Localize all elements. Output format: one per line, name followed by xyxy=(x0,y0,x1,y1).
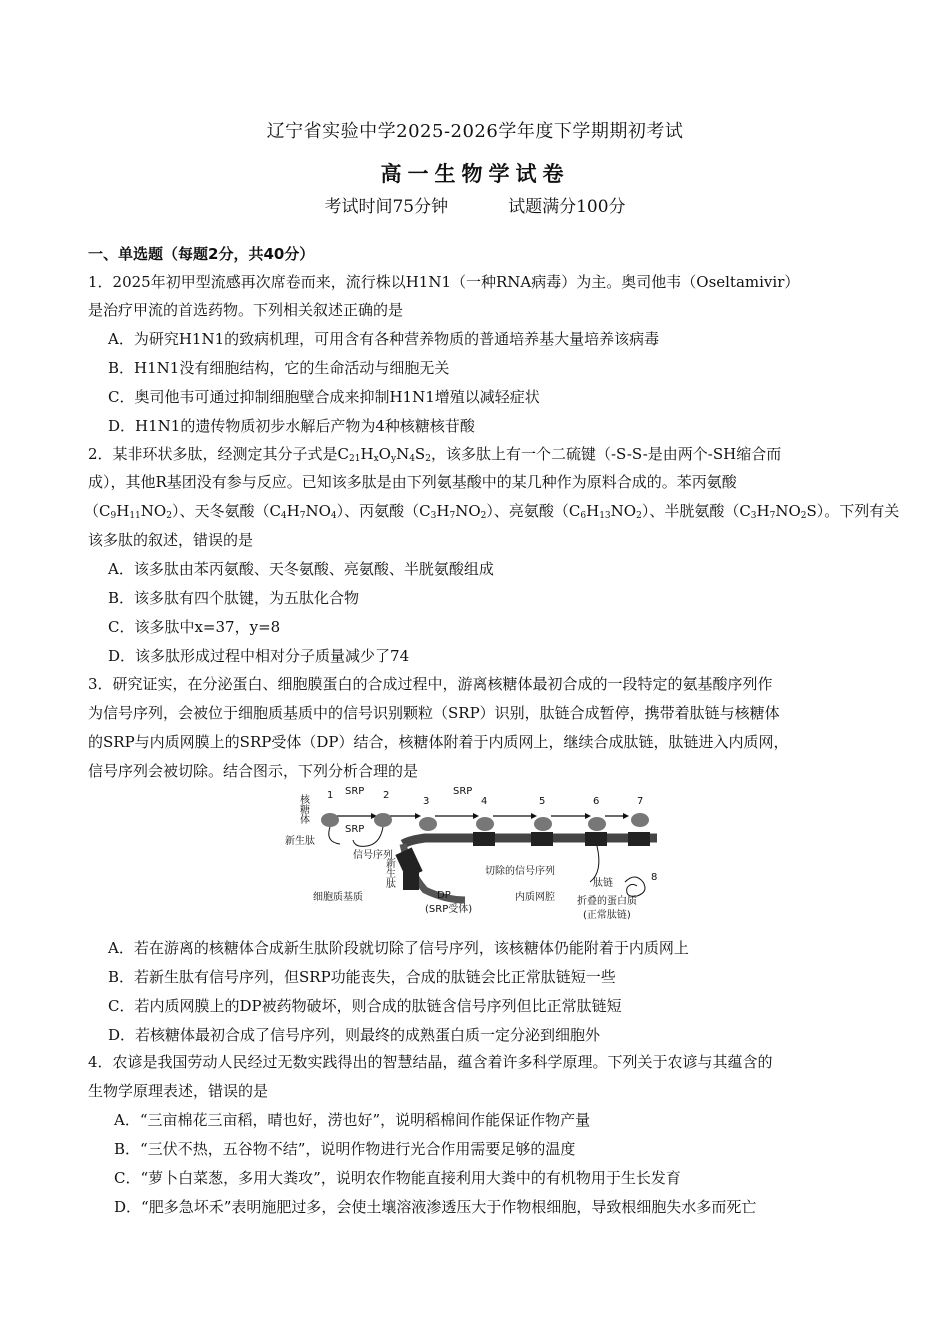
q2-stem-line1 xyxy=(88,444,868,464)
q3-option-c: C．若内质网膜上的DP被药物破坏，则合成的肽链含信号序列但比正常肽链短 xyxy=(108,997,622,1015)
formula-sub: x xyxy=(373,454,379,464)
text-part: S）。下列有关 xyxy=(806,502,900,520)
formula-sub: 2 xyxy=(166,511,172,521)
er-membrane-outer xyxy=(403,838,657,844)
translocon xyxy=(531,832,553,846)
flow-arrow-head xyxy=(623,813,629,819)
formula-sub: 13 xyxy=(599,511,611,521)
q2-stem-line3 xyxy=(84,501,900,521)
formula-sub: 2 xyxy=(800,511,807,521)
exam-time: 考试时间75分钟 xyxy=(324,197,449,217)
q1-stem-line1: 1．2025年初甲型流感再次席卷而来，流行株以H1N1（一种RNA病毒）为主。奥司他韦（Oseltamivir） xyxy=(88,273,800,291)
q4-stem-line2: 生物学原理表述，错误的是 xyxy=(88,1082,269,1100)
fig-number: 6 xyxy=(593,796,600,807)
fig-number: 7 xyxy=(637,796,644,807)
formula-sub: 21 xyxy=(349,454,361,464)
formula-sub: 2 xyxy=(636,511,642,521)
formula-sub: 7 xyxy=(299,511,306,521)
formula-element: O xyxy=(378,445,391,463)
formula-element: S xyxy=(414,445,426,463)
flow-arrow-head xyxy=(531,813,537,819)
fig-number: 5 xyxy=(539,796,546,807)
q1-option-a: A．为研究H1N1的致病机理，可用含有各种营养物质的普通培养基大量培养该病毒 xyxy=(108,330,660,348)
q2-option-d: D．该多肽形成过程中相对分子质量减少了74 xyxy=(108,647,410,665)
exam-meta xyxy=(0,192,950,217)
q4-stem-line1: 4．农谚是我国劳动人民经过无数实践得出的智慧结晶，蕴含着许多科学原理。下列关于农谚与其蕴含的 xyxy=(88,1053,773,1071)
text-part: H xyxy=(436,502,450,520)
formula-sub: 7 xyxy=(449,511,456,521)
formula-sub: 4 xyxy=(409,454,415,464)
q3-option-b: B．若新生肽有信号序列，但SRP功能丧失，合成的肽链会比正常肽链短一些 xyxy=(108,968,616,986)
q2-option-a: A．该多肽由苯丙氨酸、天冬氨酸、亮氨酸、半胱氨酸组成 xyxy=(108,560,494,578)
fig-label: (SRP受体) xyxy=(425,904,473,915)
formula-sub: 3 xyxy=(750,511,757,521)
q1-option-d: D．H1N1的遗传物质初步水解后产物为4种核糖核苷酸 xyxy=(108,417,475,435)
text-part: H xyxy=(286,502,300,520)
q2-formula-tail: ，该多肽上有一个二硫键（-S-S-是由两个-SH缩合而 xyxy=(430,445,782,463)
ribosome-2 xyxy=(374,813,392,827)
fig-number: 3 xyxy=(423,796,430,807)
text-part: ）、丙氨酸（C xyxy=(336,502,431,520)
formula-sub: 9 xyxy=(110,511,117,521)
ribosome-5 xyxy=(534,817,552,831)
text-part: ）、天冬氨酸（C xyxy=(171,502,281,520)
q4-option-c: C．“萝卜白菜葱，多用大粪攻”，说明农作物能直接利用大粪中的有机物用于生长发育 xyxy=(114,1169,681,1187)
text-part: NO xyxy=(775,502,801,520)
flow-arrow-head xyxy=(473,813,479,819)
translocon xyxy=(628,832,650,846)
formula-element: N xyxy=(396,445,410,463)
translocon xyxy=(585,832,607,846)
ribosome-3 xyxy=(419,817,437,831)
fig-label: SRP xyxy=(345,824,365,835)
q1-option-b: B．H1N1没有细胞结构，它的生命活动与细胞无关 xyxy=(108,359,450,377)
fig-label: 信号序列 xyxy=(353,850,393,861)
ribosome-4 xyxy=(476,817,494,831)
fig-label: SRP xyxy=(345,786,365,797)
peptide-chain xyxy=(590,846,599,882)
q1-option-c: C．奥司他韦可通过抑制细胞壁合成来抑制H1N1增殖以减轻症状 xyxy=(108,388,540,406)
fig-label: DP xyxy=(437,890,451,901)
fig-number: 8 xyxy=(651,872,658,883)
fig-label: 肽链 xyxy=(593,878,613,889)
q1-stem-line2: 是治疗甲流的首选药物。下列相关叙述正确的是 xyxy=(88,301,404,319)
flow-arrow-head xyxy=(585,813,591,819)
formula-sub: 4 xyxy=(330,511,337,521)
formula-sub: y xyxy=(390,454,397,464)
q4-option-b: B．“三伏不热，五谷物不结”，说明作物进行光合作用需要足够的温度 xyxy=(114,1140,576,1158)
ribosome-6 xyxy=(588,817,606,831)
q3-stem-line3: 的SRP与内质网膜上的SRP受体（DP）结合，核糖体附着于内质网上，继续合成肽链，肽链进入内质网， xyxy=(88,733,789,751)
text-part: NO xyxy=(305,502,331,520)
fig-number: 4 xyxy=(481,796,488,807)
formula-sub: 4 xyxy=(280,511,287,521)
text-part: ）、亮氨酸（C xyxy=(486,502,581,520)
fig-label: 细胞质基质 xyxy=(313,892,363,903)
text-part: （C xyxy=(84,502,111,520)
folded-protein xyxy=(625,877,645,896)
q3-stem-line4: 信号序列会被切除。结合图示，下列分析合理的是 xyxy=(88,762,419,780)
text-part: H xyxy=(756,502,770,520)
formula-sub: 2 xyxy=(480,511,487,521)
section-heading: 一、单选题（每题2分，共40分） xyxy=(88,245,315,263)
fig-label: 内质网腔 xyxy=(515,892,555,903)
fig-label: SRP xyxy=(453,786,473,797)
q2-stem-line4: 该多肽的叙述，错误的是 xyxy=(88,531,254,549)
formula-element: H xyxy=(360,445,374,463)
fig-label: 切除的信号序列 xyxy=(485,866,555,877)
fig-number: 2 xyxy=(383,790,390,801)
ribosome-7 xyxy=(631,813,649,827)
fig-number: 1 xyxy=(327,790,334,801)
q2-formula-lead: 2．某非环状多肽，经测定其分子式是C xyxy=(88,445,350,463)
srp-pathway-figure xyxy=(285,782,665,930)
fig-label: (正常肽链) xyxy=(583,910,631,921)
text-part: ）、半胱氨酸（C xyxy=(641,502,751,520)
dp-receptor xyxy=(403,872,419,890)
formula-sub: 6 xyxy=(580,511,587,521)
formula-sub: 2 xyxy=(425,454,431,464)
text-part: NO xyxy=(140,502,167,520)
q2-stem-line2: 成），其他R基团没有参与反应。已知该多肽是由下列氨基酸中的某几种作为原料合成的。苯丙氨酸 xyxy=(88,473,737,491)
q3-stem-line2: 为信号序列，会被位于细胞质基质中的信号识别颗粒（SRP）识别，肽链合成暂停，携带着肽链与核糖体 xyxy=(88,704,780,722)
ribosome-1 xyxy=(321,813,339,827)
text-part: H xyxy=(586,502,600,520)
q3-stem-line1: 3．研究证实，在分泌蛋白、细胞膜蛋白的合成过程中，游离核糖体最初合成的一段特定的氨基酸序列作 xyxy=(88,675,773,693)
fig-label: 折叠的蛋白质 xyxy=(577,896,637,907)
text-part: NO xyxy=(610,502,637,520)
text-part: H xyxy=(116,502,130,520)
q4-option-a: A．“三亩棉花三亩稻，晴也好，涝也好”，说明稻棉间作能保证作物产量 xyxy=(114,1111,591,1129)
fig-label: 新生肽 xyxy=(383,858,395,888)
fig-label: 核糖体 xyxy=(297,794,309,824)
school-title: 辽宁省实验中学2025-2026学年度下学期期初考试 xyxy=(266,121,684,142)
paper-title: 高一生物学试卷 xyxy=(380,162,570,186)
flow-arrow-head xyxy=(415,813,421,819)
full-score: 试题满分100分 xyxy=(508,197,626,217)
formula-sub: 11 xyxy=(129,511,141,521)
nascent-peptide xyxy=(329,827,340,844)
text-part: NO xyxy=(455,502,481,520)
formula-sub: 3 xyxy=(430,511,437,521)
fig-label: 新生肽 xyxy=(285,836,315,847)
q4-option-d: D．“肥多急坏禾”表明施肥过多，会使土壤溶液渗透压大于作物根细胞，导致根细胞失水多而死亡 xyxy=(114,1198,757,1216)
q2-option-b: B．该多肽有四个肽键，为五肽化合物 xyxy=(108,589,360,607)
q3-option-d: D．若核糖体最初合成了信号序列，则最终的成熟蛋白质一定分泌到细胞外 xyxy=(108,1026,601,1044)
q2-option-c: C．该多肽中x=37，y=8 xyxy=(108,618,281,636)
formula-sub: 7 xyxy=(769,511,776,521)
q3-option-a: A．若在游离的核糖体合成新生肽阶段就切除了信号序列，该核糖体仍能附着于内质网上 xyxy=(108,939,689,957)
translocon xyxy=(473,832,495,846)
